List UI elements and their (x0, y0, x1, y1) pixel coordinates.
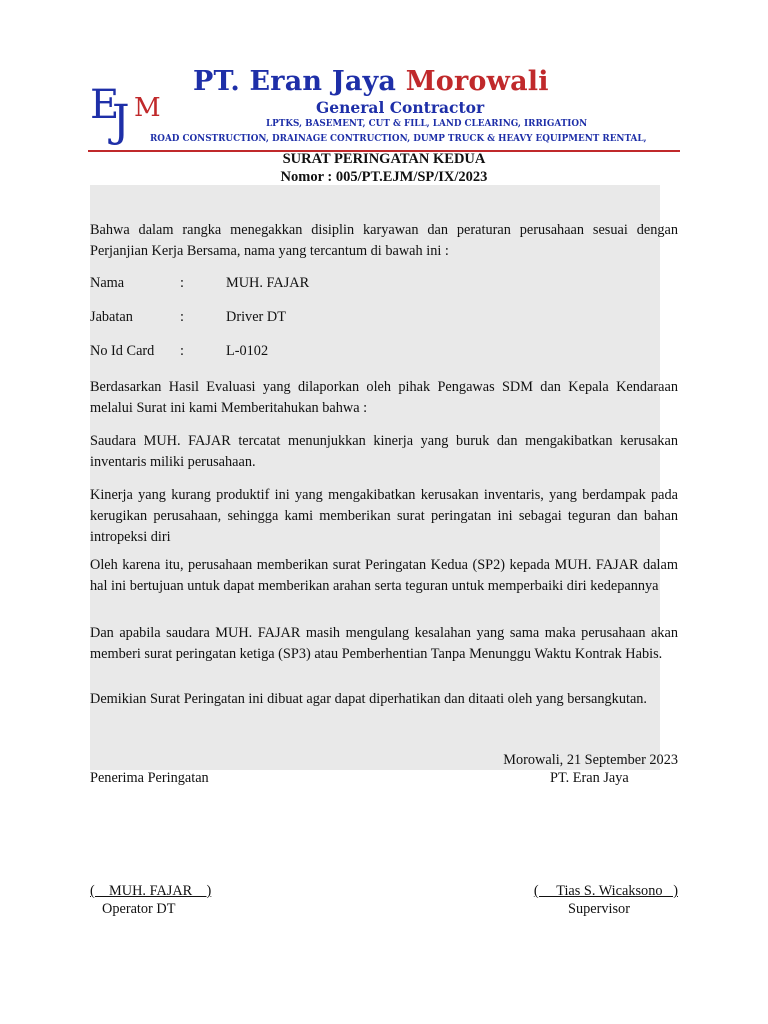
intro-paragraph: Bahwa dalam rangka menegakkan disiplin karyawan dan peraturan perusahaan sesuai dengan Perjanjian Kerja Bersama, nama yang tercantum di bawah ini : (90, 222, 678, 259)
field-value: MUH. FAJAR (226, 275, 310, 291)
company-name-main: PT. Eran Jaya (193, 66, 406, 97)
field-label: No Id Card (90, 343, 155, 359)
company-services-line1: LPTKS, BASEMENT, CUT & FILL, LAND CLEARING, IRRIGATION (266, 119, 588, 129)
field-label: Nama (90, 275, 125, 291)
sp2-paragraph: Oleh karena itu, perusahaan memberikan surat Peringatan Kedua (SP2) kepada MUH. FAJAR dalam hal ini bertujuan untuk dapat memberikan arahan serta teguran untuk memperbaiki diri kedepannya (90, 557, 678, 594)
letterhead (88, 68, 680, 152)
evaluation-paragraph: Berdasarkan Hasil Evaluasi yang dilaporkan oleh pihak Pengawas SDM dan Kepala Kendaraan melalui Surat ini kami Memberitahukan bahwa : (90, 379, 678, 416)
signer-name: ( Tias S. Wicaksono ) (533, 883, 678, 899)
field-colon: : (180, 343, 184, 359)
closing-paragraph: Demikian Surat Peringatan ini dibuat agar dapat diperhatikan dan ditaati oleh yang bersangkutan. (90, 691, 648, 707)
place-date: Morowali, 21 September 2023 (503, 752, 678, 768)
company-subtitle: General Contractor (316, 98, 485, 117)
sp3-paragraph: Dan apabila saudara MUH. FAJAR masih mengulang kesalahan yang sama maka perusahaan akan memberi surat peringatan ketiga (SP3) atau Pemberhentian Tanpa Menunggu Waktu Kontrak Habis. (90, 625, 678, 662)
performance-paragraph: Saudara MUH. FAJAR tercatat menunjukkan kinerja yang buruk dan mengakibatkan kerusakan inventaris miliki perusahaan. (90, 433, 678, 470)
svg-text:J: J (112, 96, 130, 146)
company-name (193, 66, 549, 97)
signer-role: Supervisor (568, 901, 630, 917)
field-label: Jabatan (90, 309, 133, 325)
letter-title: SURAT PERINGATAN KEDUA (282, 151, 486, 167)
impact-paragraph: Kinerja yang kurang produktif ini yang mengakibatkan kerusakan inventaris, yang berdampak pada kerugikan perusahaan, sehingga kami memberikan surat peringatan ini sebagai teguran dan bahan intropeksi diri (90, 487, 678, 545)
receiver-role: Operator DT (102, 901, 176, 917)
company-name-accent: Morowali (405, 66, 549, 97)
company-services-line2: ROAD CONSTRUCTION, DRAINAGE CONTRUCTION, DUMP TRUCK & HEAVY EQUIPMENT RENTAL, (150, 134, 647, 144)
field-value: Driver DT (226, 309, 286, 325)
letter-number: Nomor : 005/PT.EJM/SP/IX/2023 (280, 169, 488, 185)
company-signature-label: PT. Eran Jaya (550, 770, 629, 786)
receiver-label: Penerima Peringatan (90, 770, 209, 786)
field-colon: : (180, 275, 184, 291)
field-colon: : (180, 309, 184, 325)
background-watermark-area (90, 185, 660, 770)
receiver-name: ( MUH. FAJAR ) (90, 883, 212, 899)
svg-text:E: E (90, 82, 120, 128)
field-value: L-0102 (226, 343, 269, 359)
svg-text:M: M (134, 93, 161, 123)
